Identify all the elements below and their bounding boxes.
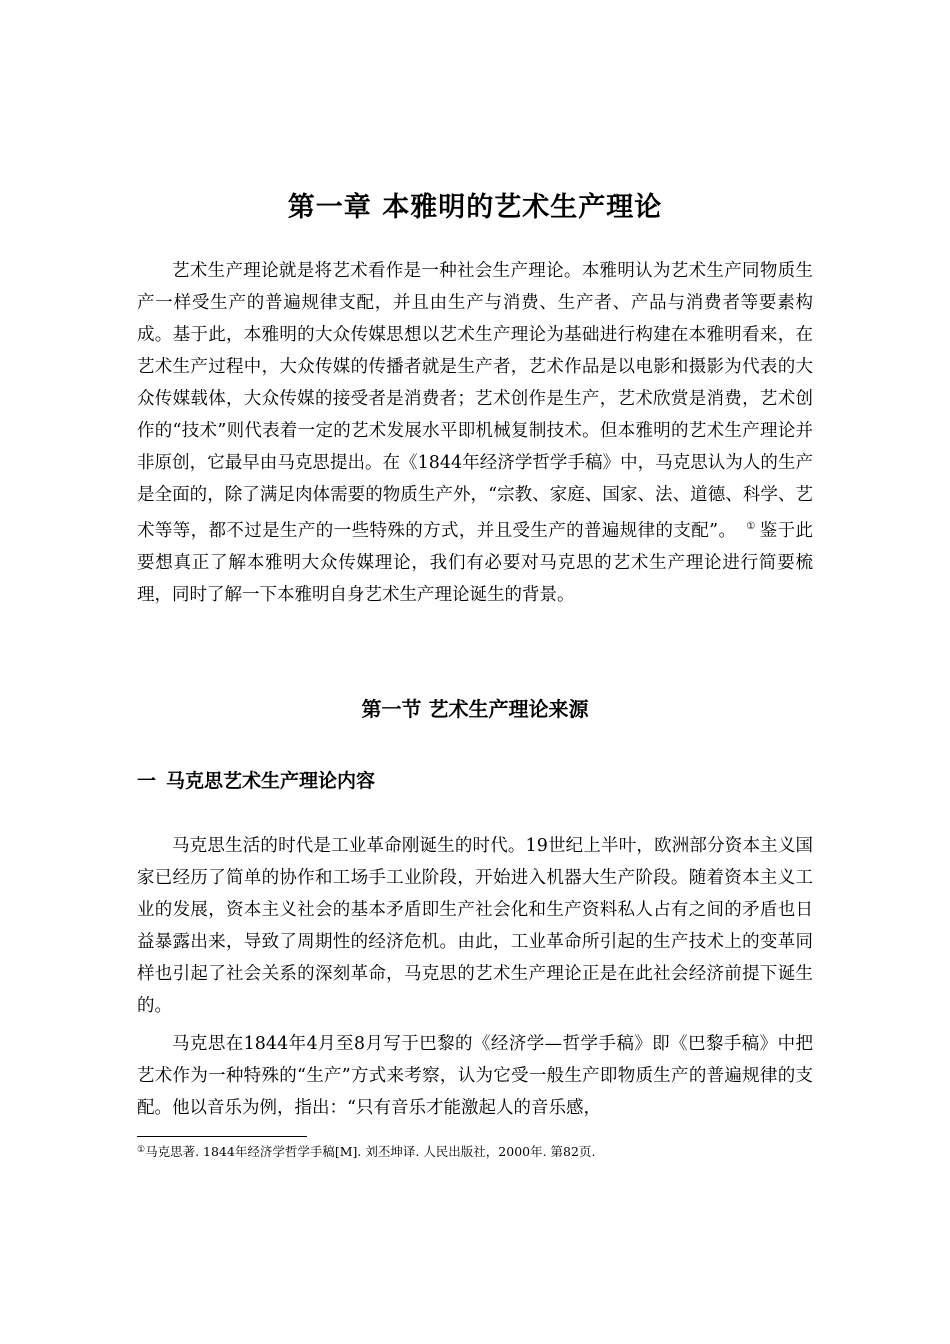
footnote-divider <box>137 1136 307 1137</box>
section-title: 第一节 艺术生产理论来源 <box>361 697 589 721</box>
paragraph-text: 鉴于此要想真正了解本雅明大众传媒理论，我们有必要对马克思的艺术生产理论进行简要梳理，同时了解一下本雅明自身艺术生产理论诞生的背景。 <box>137 521 814 605</box>
paragraph-text: 艺术生产理论就是将艺术看作是一种社会生产理论。本雅明认为艺术生产同物质生产一样受生产的普遍规律支配，并且由生产与消费、生产者、产品与消费者等要素构成。基于此，本雅明的大众传媒思想以艺术生产理论为基础进行构建在本雅明看来，在艺术生产过程中，大众传媒的传播者就是生产者，艺术作品是以电影和摄影为代表的大众传媒载体，大众传媒的接受者是消费者；艺术创作是生产，艺术欣赏是消费，艺术创作的“技术”则代表着一定的艺术发展水平即机械复制技术。但本雅明的艺术生产理论并非原创，它最早由马克思提出。在《1844年经济学哲学手稿》中，马克思认为人的生产是全面的，除了满足肉体需要的物质生产外，“宗教、家庭、国家、法、道德、科学、艺术等等，都不过是生产的一些特殊的方式，并且受生产的普遍规律的支配”。 <box>137 261 813 541</box>
subsection-heading <box>137 766 375 793</box>
footnote-text: 马克思著. 1844年经济学哲学手稿[M]. 刘丕坤译. 人民出版社，2000年. 第82页. <box>145 1144 596 1159</box>
subsection-number: 一 <box>137 770 157 792</box>
subsection-title: 马克思艺术生产理论内容 <box>166 770 376 792</box>
body-paragraph: 马克思在1844年4月至8月写于巴黎的《经济学—哲学手稿》即《巴黎手稿》中把艺术作为一种特殊的“生产”方式来考察，认为它受一般生产即物质生产的普遍规律的支配。他以音乐为例，指出：“只有音乐才能激起人的音乐感， <box>137 1034 813 1118</box>
body-paragraph: 马克思生活的时代是工业革命刚诞生的时代。19世纪上半叶，欧洲部分资本主义国家已经历了简单的协作和工场手工业阶段，开始进入机器大生产阶段。随着资本主义工业的发展，资本主义社会的基本矛盾即生产社会化和生产资料私人占有之间的矛盾也日益暴露出来，导致了周期性的经济危机。由此，工业革命所引起的生产技术上的变革同样也引起了社会关系的深刻革命，马克思的艺术生产理论正是在此社会经济前提下诞生的。 <box>137 836 813 1016</box>
footnote <box>137 1141 813 1161</box>
footnote-mark: ① <box>137 1145 146 1155</box>
body-paragraph <box>137 255 813 611</box>
footnote-reference[interactable]: ① <box>746 521 756 532</box>
chapter-title: 第一章 本雅明的艺术生产理论 <box>287 192 663 223</box>
